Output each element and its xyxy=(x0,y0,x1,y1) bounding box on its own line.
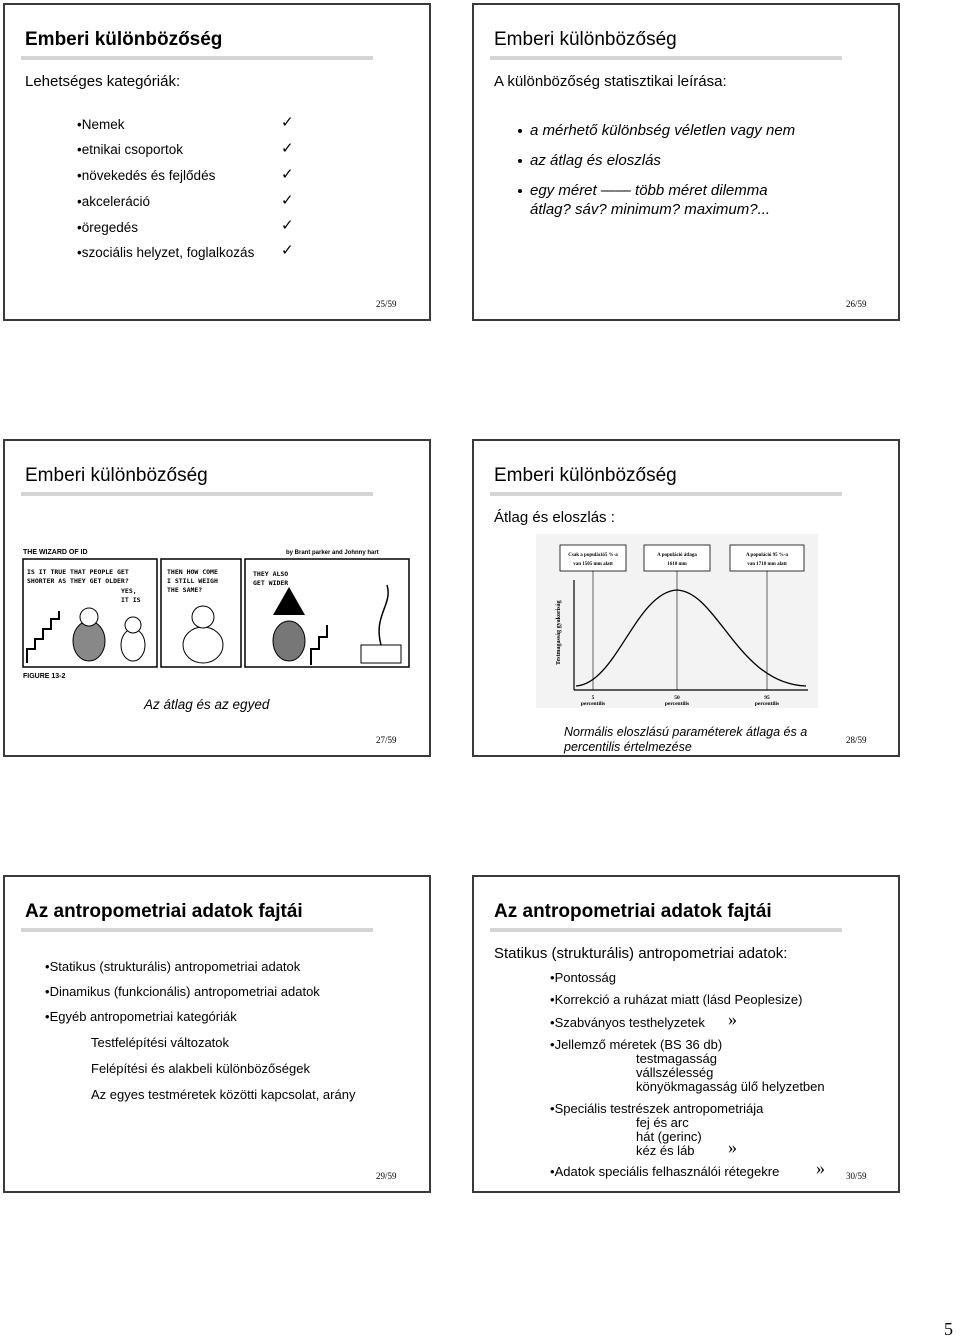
list-item: •Korrekció a ruházat miatt (lásd Peoplesize) xyxy=(550,992,803,1007)
slide-title: Emberi különbözőség xyxy=(25,465,208,486)
double-arrow-icon: » xyxy=(728,1137,737,1157)
list-item: •öregedés xyxy=(77,220,139,235)
slide-28 xyxy=(472,439,900,757)
slide-number: 28/59 xyxy=(846,735,867,745)
svg-text:IS IT TRUE THAT PEOPLE GET: IS IT TRUE THAT PEOPLE GET xyxy=(27,568,129,576)
svg-text:YES,: YES, xyxy=(121,587,137,595)
slide-title: Az antropometriai adatok fajtái xyxy=(494,901,772,922)
list-item: •szociális helyzet, foglalkozás xyxy=(77,245,255,260)
title-underline xyxy=(490,928,842,932)
double-arrow-icon: » xyxy=(816,1158,825,1178)
list-item: egy méret —— több méret dilemma xyxy=(518,182,768,199)
slide-subtitle: A különbözőség statisztikai leírása: xyxy=(494,73,727,90)
svg-text:5: 5 xyxy=(591,695,595,701)
slide-26 xyxy=(472,3,900,321)
checkmark-icon: ✓ xyxy=(281,241,294,259)
normal-distribution-figure xyxy=(536,534,818,708)
slide-title: Az antropometriai adatok fajtái xyxy=(25,901,303,922)
comic-strip-image xyxy=(21,545,411,683)
sub-list-item: Testfelépítési változatok xyxy=(91,1035,230,1050)
svg-text:Testmagasság gyakoriság: Testmagasság gyakoriság xyxy=(556,600,562,665)
list-item: •Dinamikus (funkcionális) antropometriai adatok xyxy=(45,984,320,999)
sub-list-item: fej és arc xyxy=(636,1115,689,1130)
sub-list-item: Az egyes testméretek közötti kapcsolat, arány xyxy=(91,1087,356,1102)
slide-subtitle: Átlag és eloszlás : xyxy=(494,509,615,526)
checkmark-icon: ✓ xyxy=(281,216,294,234)
svg-text:1610 mm: 1610 mm xyxy=(667,562,687,567)
svg-text:THE SAME?: THE SAME? xyxy=(167,586,203,594)
checkmark-icon: ✓ xyxy=(281,191,294,209)
figure-caption-line: percentilis értelmezése xyxy=(564,740,692,754)
svg-text:SHORTER AS THEY GET OLDER?: SHORTER AS THEY GET OLDER? xyxy=(27,577,129,585)
svg-text:I STILL WEIGH: I STILL WEIGH xyxy=(167,577,218,585)
list-item: •Pontosság xyxy=(550,970,616,985)
svg-text:Csak a populáció5 %-a: Csak a populáció5 %-a xyxy=(568,553,618,558)
slide-subtitle: Lehetséges kategóriák: xyxy=(25,73,181,90)
slide-title: Emberi különbözőség xyxy=(494,29,677,50)
page-number: 5 xyxy=(944,1319,953,1339)
title-underline xyxy=(21,492,373,496)
sub-list-item: könyökmagasság ülő helyzetben xyxy=(636,1079,825,1094)
list-item: •Nemek xyxy=(77,117,125,132)
comic-figure-label: FIGURE 13-2 xyxy=(23,673,66,680)
svg-text:GET WIDER: GET WIDER xyxy=(253,579,289,587)
svg-text:van 1710 mm alatt: van 1710 mm alatt xyxy=(747,562,787,567)
title-underline xyxy=(490,56,842,60)
checkmark-icon: ✓ xyxy=(281,165,294,183)
svg-text:percentilis: percentilis xyxy=(664,701,690,707)
list-item: •növekedés és fejlődés xyxy=(77,168,216,183)
list-item: •etnikai csoportok xyxy=(77,142,184,157)
slide-25 xyxy=(3,3,431,321)
list-item: •Speciális testrészek antropometriája xyxy=(550,1101,764,1116)
svg-text:A populáció 95 %-a: A populáció 95 %-a xyxy=(745,553,789,558)
title-underline xyxy=(21,56,373,60)
double-arrow-icon: » xyxy=(728,1009,737,1029)
list-item: a mérhető különbség véletlen vagy nem xyxy=(518,122,795,139)
sub-list-item: testmagasság xyxy=(636,1051,717,1066)
checkmark-icon: ✓ xyxy=(281,139,294,157)
list-item: •Statikus (strukturális) antropometriai adatok xyxy=(45,959,301,974)
svg-text:percentilis: percentilis xyxy=(580,701,606,707)
slide-number: 26/59 xyxy=(846,299,867,309)
image-caption: Az átlag és az egyed xyxy=(144,697,270,712)
slide-title: Emberi különbözőség xyxy=(25,29,223,50)
list-item: •Egyéb antropometriai kategóriák xyxy=(45,1009,237,1024)
slide-number: 29/59 xyxy=(376,1171,397,1181)
list-item-continuation: átlag? sáv? minimum? maximum?... xyxy=(530,201,771,218)
slide-30 xyxy=(472,875,900,1193)
figure-caption-line: Normális eloszlású paraméterek átlaga és a xyxy=(564,725,808,739)
list-item: •akceleráció xyxy=(77,194,151,209)
title-underline xyxy=(21,928,373,932)
slide-27 xyxy=(3,439,431,757)
comic-byline: by Brant parker and Johnny hart xyxy=(286,550,379,556)
list-item: •Szabványos testhelyzetek xyxy=(550,1015,705,1030)
list-item: •Adatok speciális felhasználói rétegekre xyxy=(550,1164,780,1179)
svg-text:IT IS: IT IS xyxy=(121,596,141,604)
sub-list-item: Felépítési és alakbeli különbözőségek xyxy=(91,1061,310,1076)
svg-text:THEY ALSO: THEY ALSO xyxy=(253,570,289,578)
slide-subtitle: Statikus (strukturális) antropometriai adatok: xyxy=(494,945,788,962)
title-underline xyxy=(490,492,842,496)
slide-title: Emberi különbözőség xyxy=(494,465,677,486)
sub-list-item: vállszélesség xyxy=(636,1065,714,1080)
list-item: •Jellemző méretek (BS 36 db) xyxy=(550,1037,723,1052)
checkmark-icon: ✓ xyxy=(281,113,294,131)
svg-text:50: 50 xyxy=(674,695,680,701)
svg-text:van 1505 mm alatt: van 1505 mm alatt xyxy=(573,562,613,567)
slide-29 xyxy=(3,875,431,1193)
svg-text:A populáció átlaga: A populáció átlaga xyxy=(657,553,697,558)
slide-number: 30/59 xyxy=(846,1171,867,1181)
svg-text:percentilis: percentilis xyxy=(754,701,780,707)
sub-list-item: hát (gerinc) xyxy=(636,1129,702,1144)
slide-number: 25/59 xyxy=(376,299,397,309)
comic-header: THE WIZARD OF ID xyxy=(23,549,88,556)
list-item: az átlag és eloszlás xyxy=(518,152,661,169)
slide-number: 27/59 xyxy=(376,735,397,745)
sub-list-item: kéz és láb xyxy=(636,1143,695,1158)
svg-text:95: 95 xyxy=(764,695,770,701)
svg-text:THEN HOW COME: THEN HOW COME xyxy=(167,568,218,576)
